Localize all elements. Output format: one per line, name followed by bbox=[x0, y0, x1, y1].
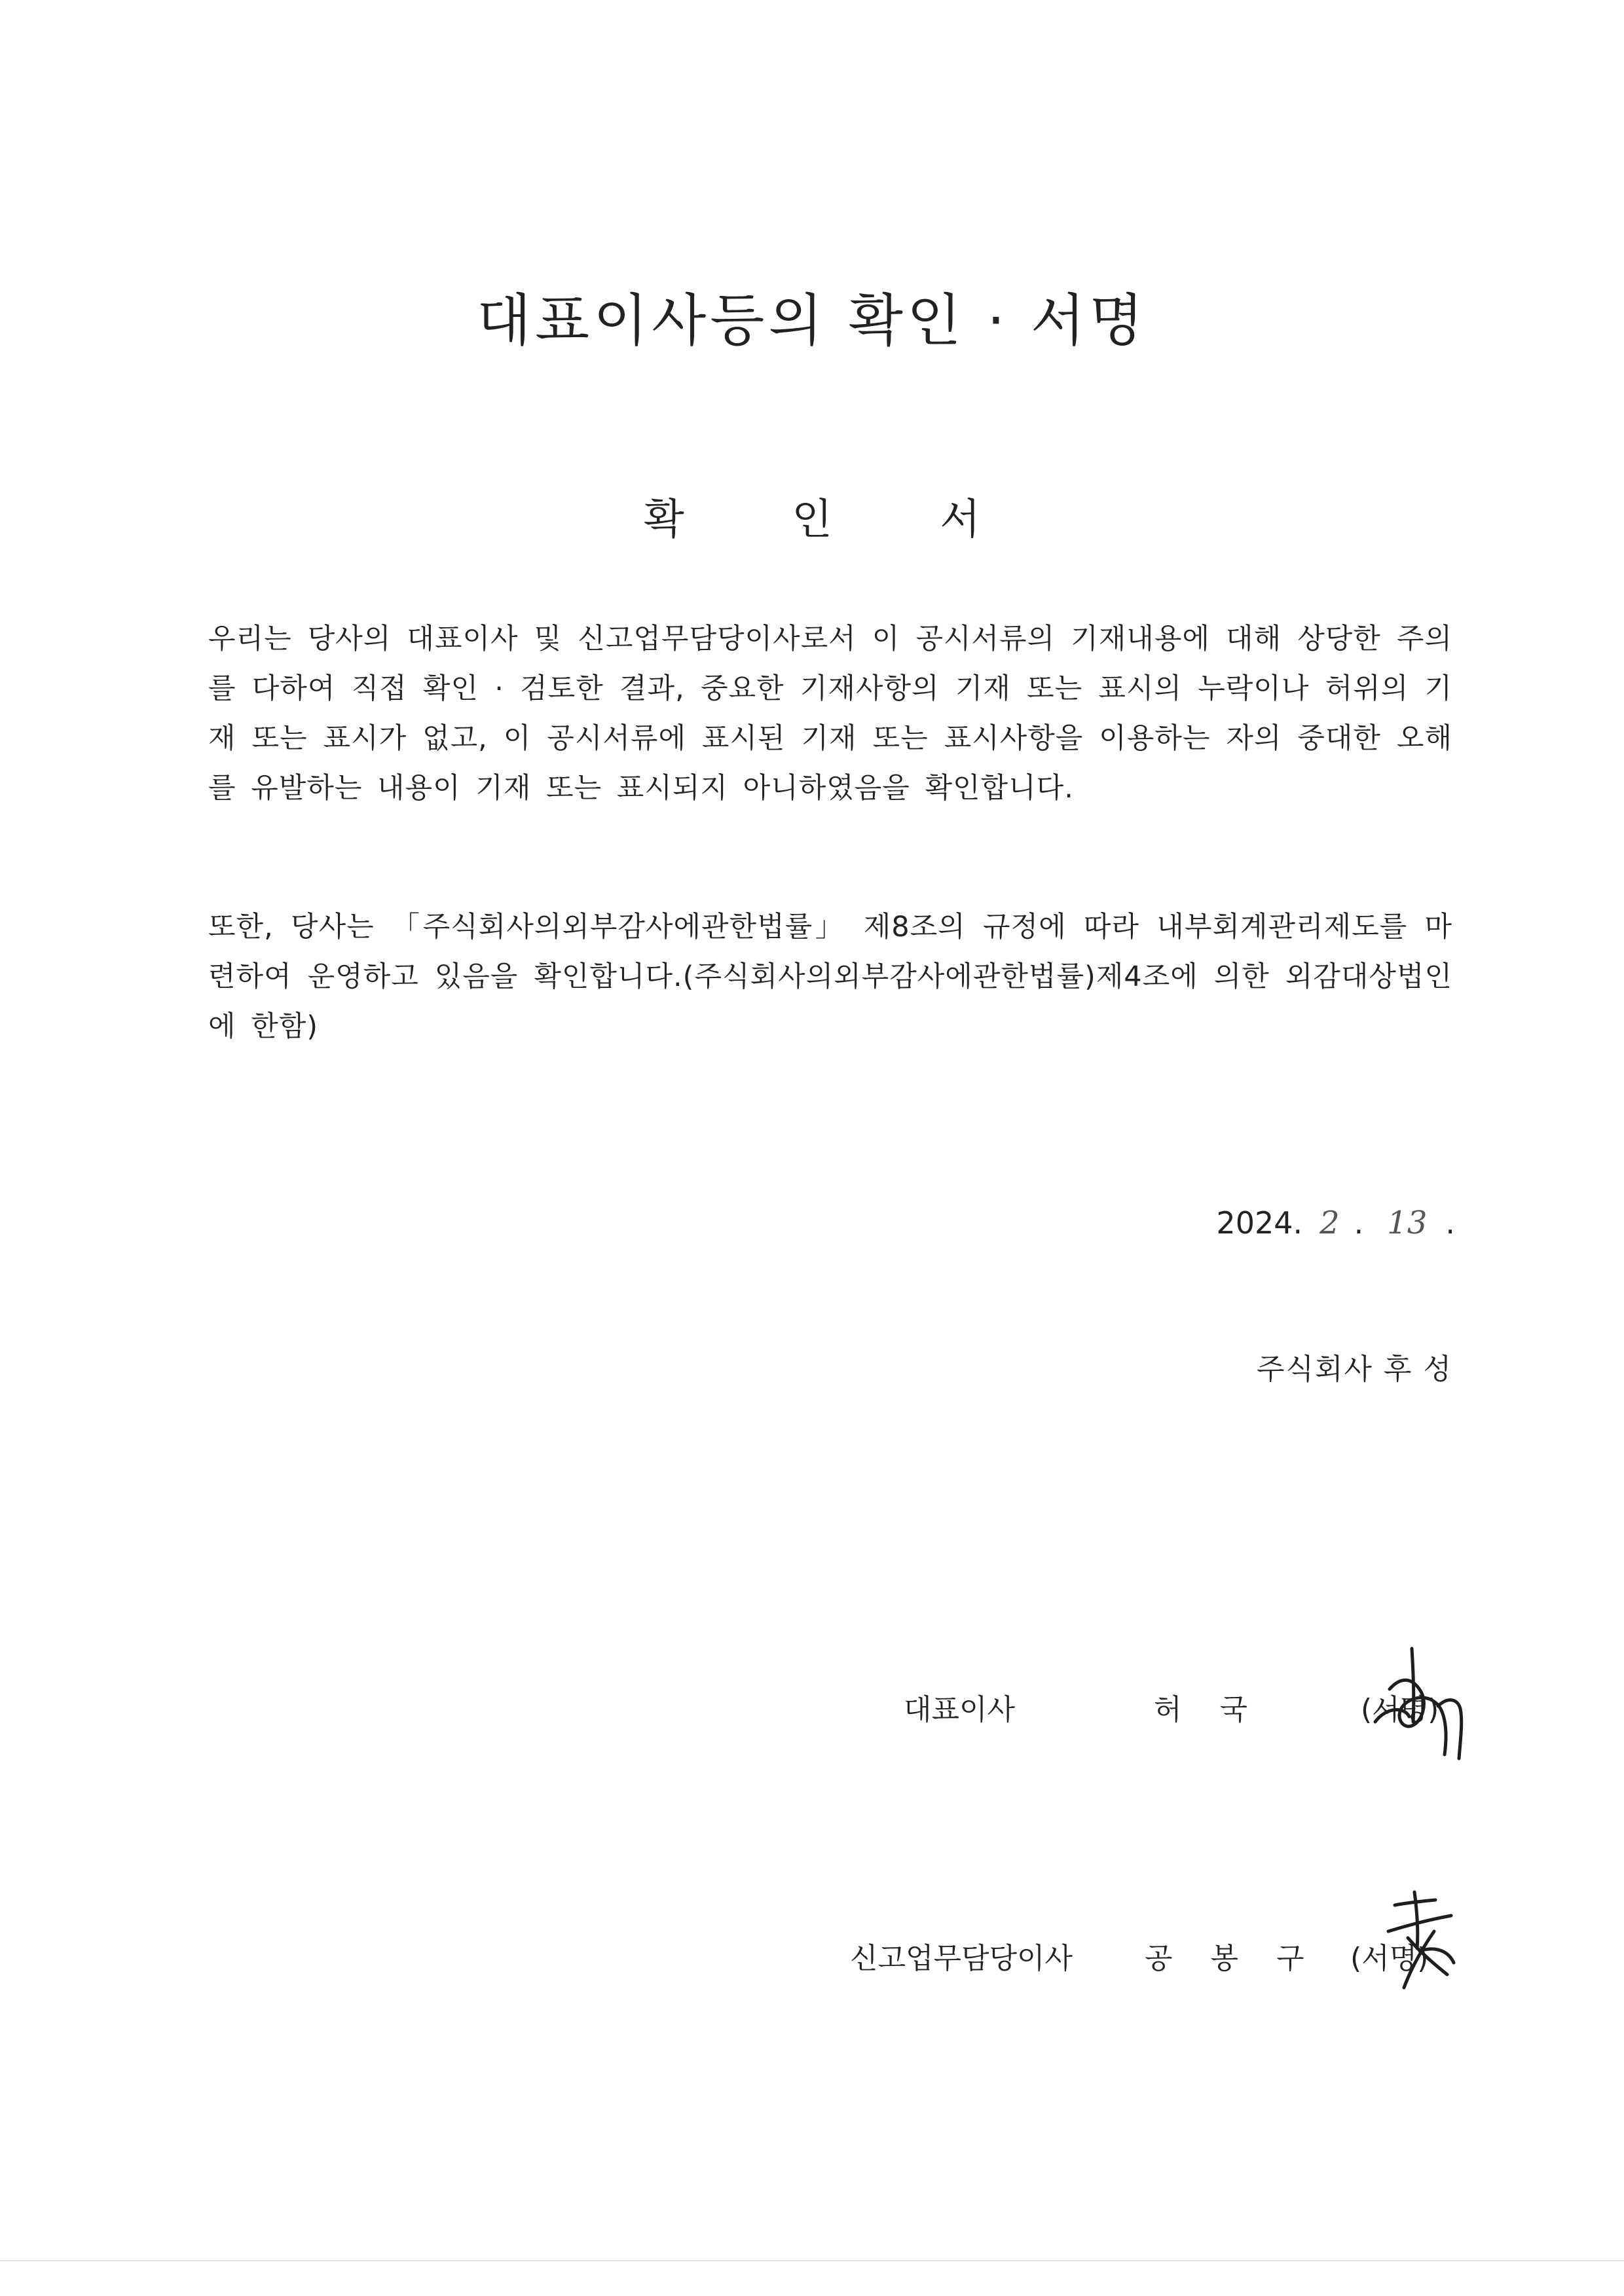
date-separator: . bbox=[1445, 1205, 1455, 1241]
signature-ceo bbox=[1349, 1643, 1480, 1768]
signer-mark-ceo: (서명) bbox=[1361, 1693, 1439, 1726]
confirmation-paragraph: 우리는 당사의 대표이사 및 신고업무담당이사로서 이 공시서류의 기재내용에 대해 상당한 주의를 다하여 직접 확인 · 검토한 결과, 중요한 기재사항의 기재 또는 표시의 누락이나 허위의 기재 또는 표시가 없고, 이 공시서류에 표시된 기재 또는 표시사항을 이용하는 자의 중대한 오해를 유발하는 내용이 기재 또는 표시되지 아니하였음을 확인합니다. bbox=[208, 623, 1452, 805]
date-year: 2024. bbox=[1216, 1205, 1303, 1241]
signature-disclosure-director bbox=[1349, 1886, 1473, 1997]
document-date bbox=[1216, 1205, 1455, 1241]
internal-control-paragraph: 또한, 당사는 「주식회사의외부감사에관한법률」 제8조의 규정에 따라 내부회계관리제도를 마련하여 운영하고 있음을 확인합니다.(주식회사의외부감사에관한법률)제4조에 의한 외감대상법인에 한함) bbox=[208, 911, 1452, 1043]
date-month-handwritten: 2 bbox=[1320, 1205, 1340, 1241]
signer-mark-disclosure-director: (서명) bbox=[1350, 1942, 1429, 1975]
signer-role-ceo: 대표이사 bbox=[904, 1693, 1016, 1726]
signer-name-ceo: 허국 bbox=[1154, 1693, 1286, 1726]
company-name: 주식회사 후 성 bbox=[1257, 1353, 1452, 1386]
date-separator: . bbox=[1354, 1205, 1364, 1241]
document-title: 대표이사등의 확인 · 서명 bbox=[476, 288, 1148, 354]
scan-border-line bbox=[0, 2260, 1624, 2261]
signer-name-disclosure-director: 공봉구 bbox=[1145, 1942, 1342, 1975]
signer-role-disclosure-director: 신고업무담당이사 bbox=[850, 1942, 1073, 1975]
date-day-handwritten: 13 bbox=[1387, 1205, 1428, 1241]
document-subtitle: 확 인 서 bbox=[643, 496, 1028, 544]
